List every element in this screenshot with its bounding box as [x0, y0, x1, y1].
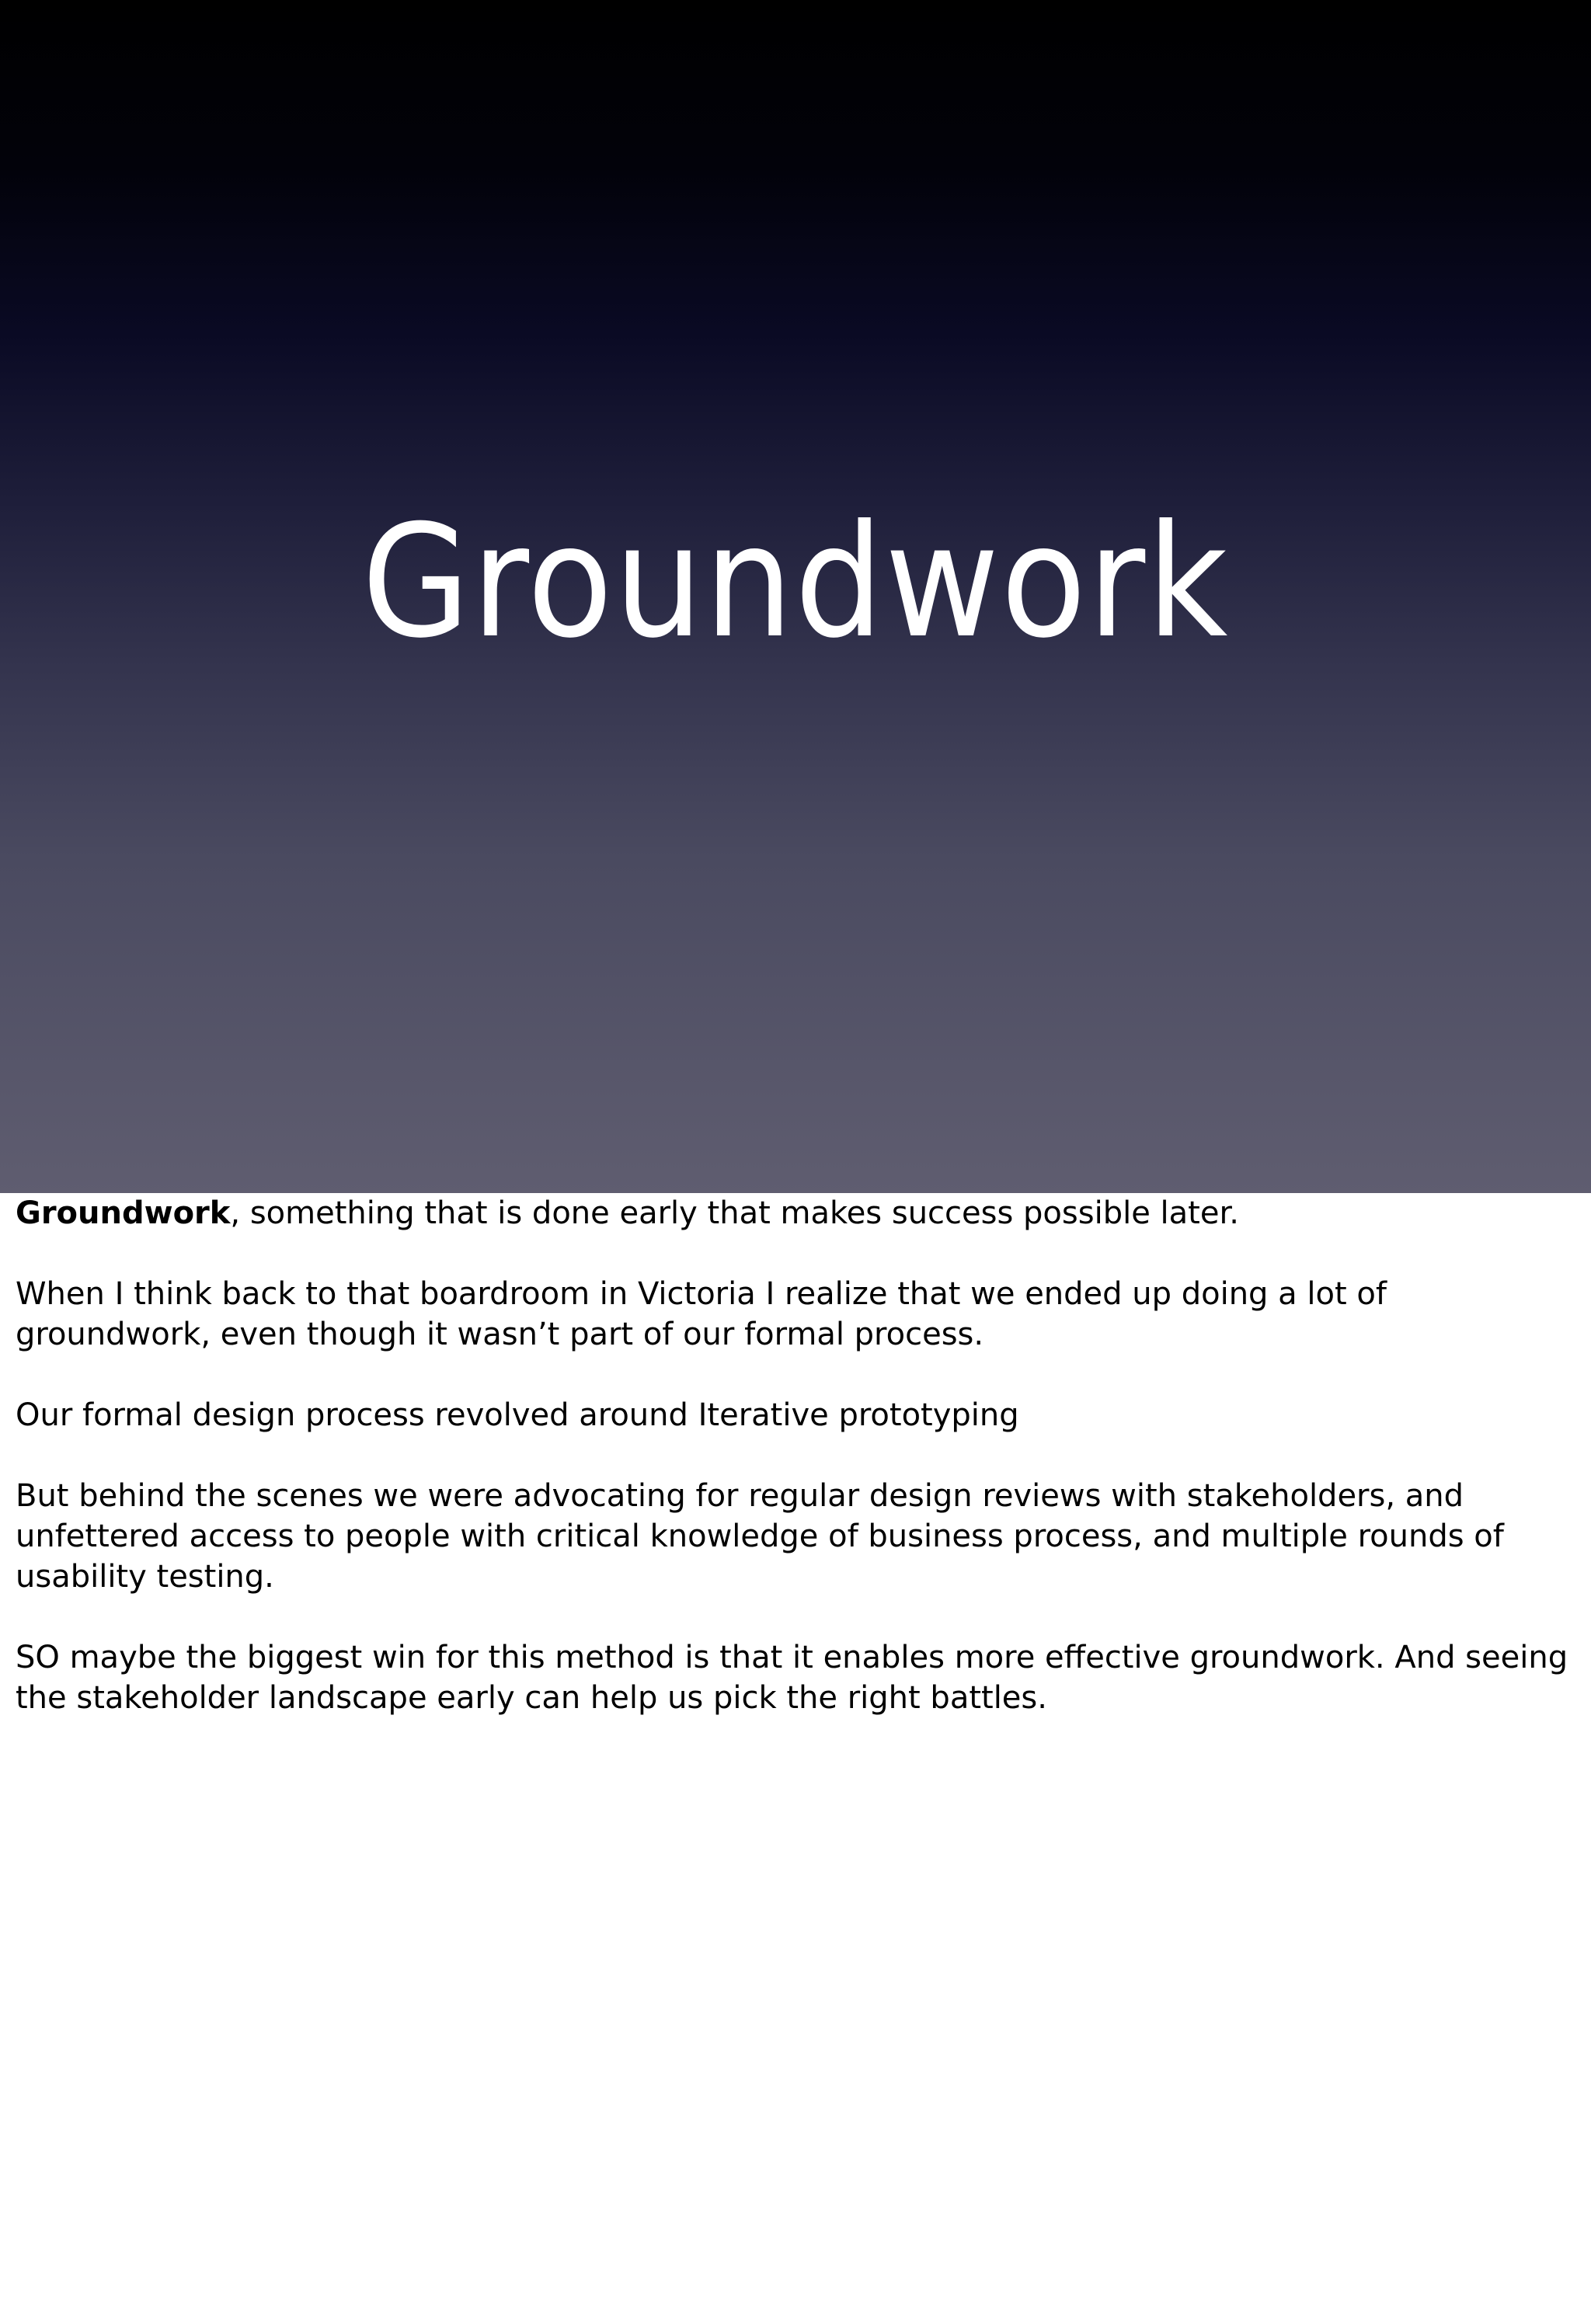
notes-paragraph-4: But behind the scenes we were advocating for regular design reviews with stakeholders, and unfettered access to people with critical knowledge of business process, and multiple rounds of usability testing.: [16, 1478, 1504, 1595]
slide-title: Groundwork: [361, 492, 1230, 673]
notes-definition: , something that is done early that makes success possible later.: [230, 1195, 1239, 1231]
notes-paragraph-3: Our formal design process revolved around Iterative prototyping: [16, 1397, 1019, 1433]
speaker-notes: [16, 1193, 1569, 1759]
notes-paragraph-1: [16, 1193, 1569, 1233]
notes-term: Groundwork: [16, 1195, 231, 1231]
notes-paragraph-5: SO maybe the biggest win for this method is that it enables more effective groundwork. And seeing the stakeholder landscape early can help us pick the right battles.: [16, 1640, 1568, 1716]
notes-paragraph-2: When I think back to that boardroom in Victoria I realize that we ended up doing a lot of groundwork, even though it wasn’t part of our formal process.: [16, 1276, 1387, 1352]
